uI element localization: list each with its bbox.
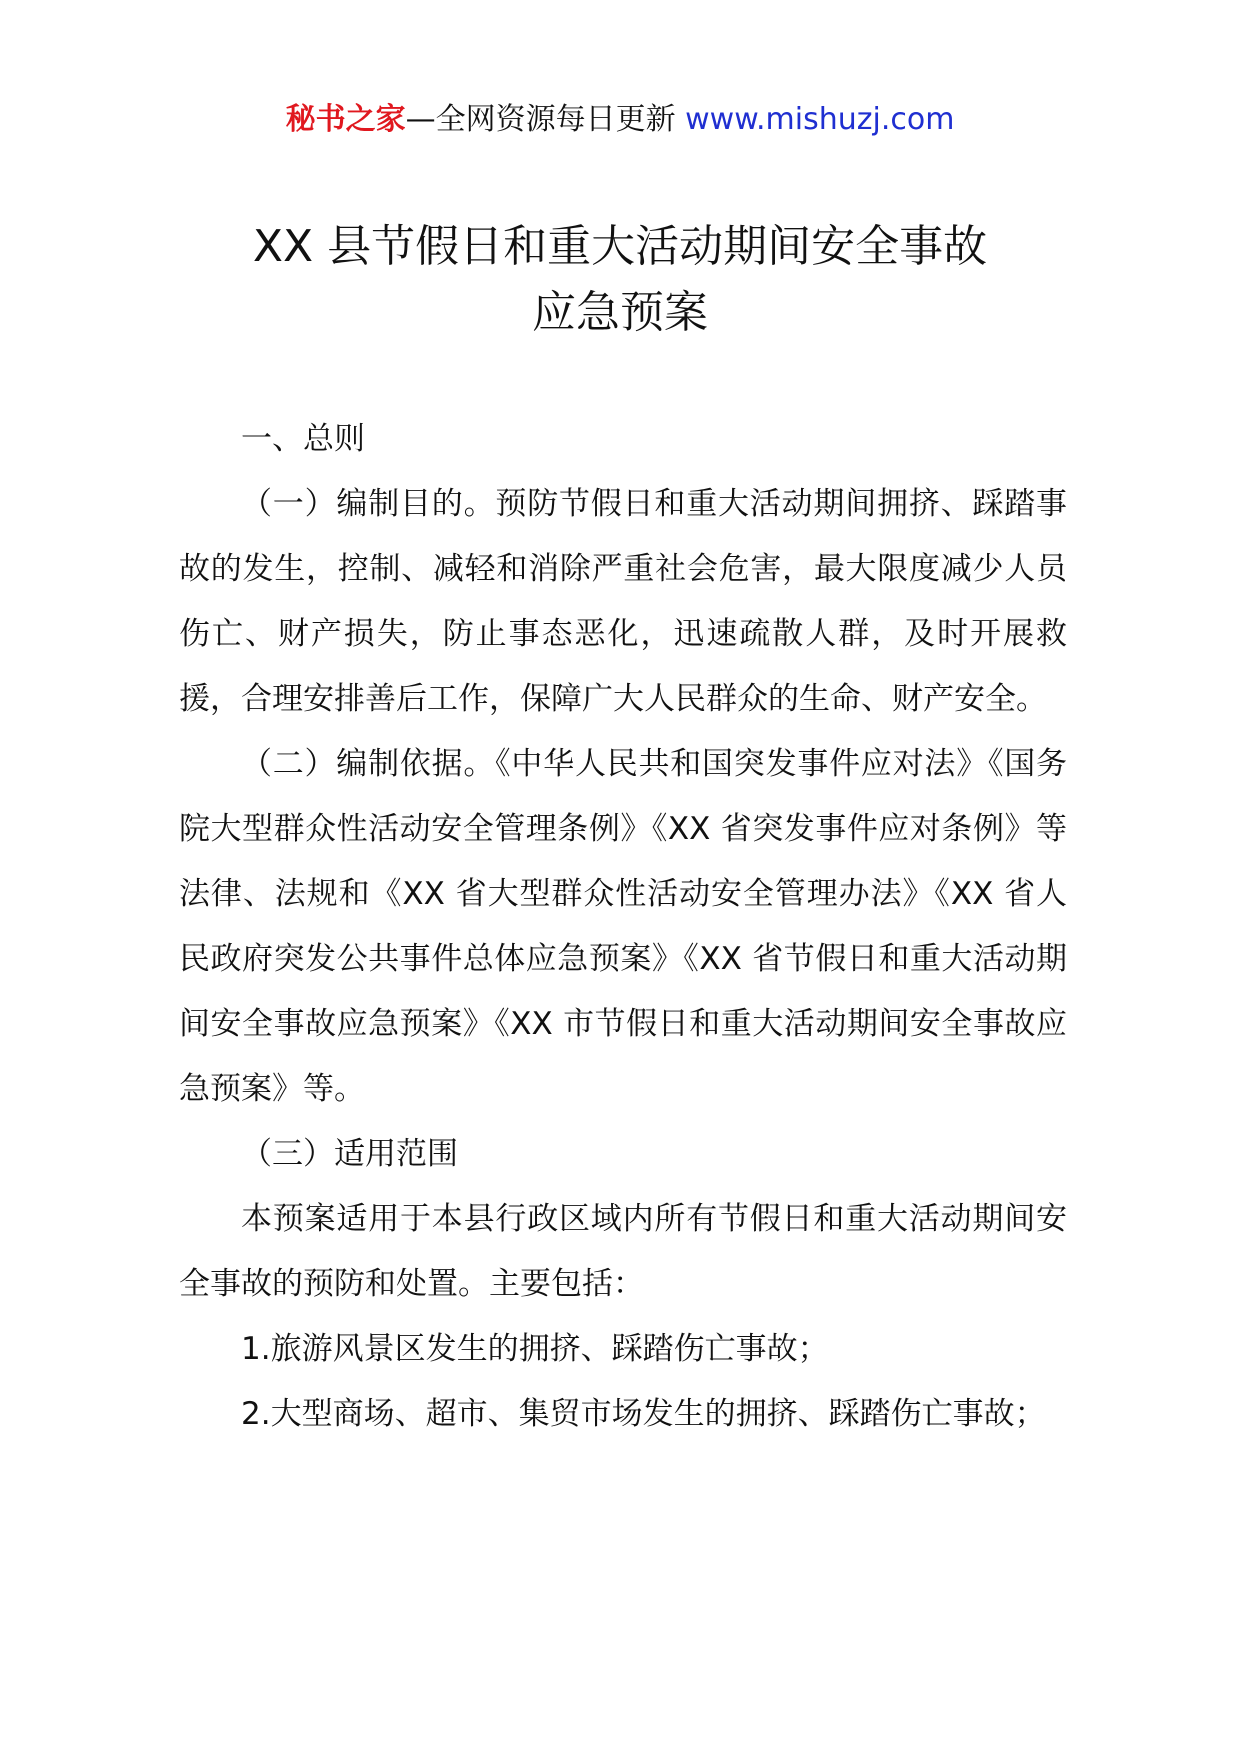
list-item-2: 2.大型商场、超市、集贸市场发生的拥挤、踩踏伤亡事故； bbox=[241, 1396, 1046, 1432]
subheading-scope: （三）适用范围 bbox=[241, 1136, 458, 1172]
brand-name: 秘书之家 bbox=[285, 102, 406, 137]
section-heading-general: 一、总则 bbox=[241, 421, 365, 457]
list-item-1: 1.旅游风景区发生的拥挤、踩踏伤亡事故； bbox=[241, 1331, 829, 1367]
header-tagline: —全网资源每日更新 bbox=[405, 102, 686, 137]
document-body bbox=[179, 407, 1067, 1447]
document-title bbox=[0, 214, 1240, 346]
site-url-link[interactable]: www.mishuzj.com bbox=[685, 102, 955, 137]
paragraph-basis: （二）编制依据。《中华人民共和国突发事件应对法》《国务院大型群众性活动安全管理条例》《XX 省突发事件应对条例》等法律、法规和《XX 省大型群众性活动安全管理办法》《XX 省人民政府突发公共事件总体应急预案》《XX 省节假日和重大活动期间安全事故应急预案》《XX 市节假日和重大活动期间安全事故应急预案》等。 bbox=[179, 746, 1067, 1107]
paragraph-scope: 本预案适用于本县行政区域内所有节假日和重大活动期间安全事故的预防和处置。主要包括： bbox=[179, 1201, 1067, 1302]
paragraph-purpose: （一）编制目的。预防节假日和重大活动期间拥挤、踩踏事故的发生，控制、减轻和消除严重社会危害，最大限度减少人员伤亡、财产损失，防止事态恶化，迅速疏散人群，及时开展救援，合理安排善后工作，保障广大人民群众的生命、财产安全。 bbox=[179, 486, 1067, 717]
title-line-2: 应急预案 bbox=[532, 287, 708, 338]
header-banner bbox=[0, 100, 1240, 140]
title-line-1: XX 县节假日和重大活动期间安全事故 bbox=[252, 221, 988, 272]
